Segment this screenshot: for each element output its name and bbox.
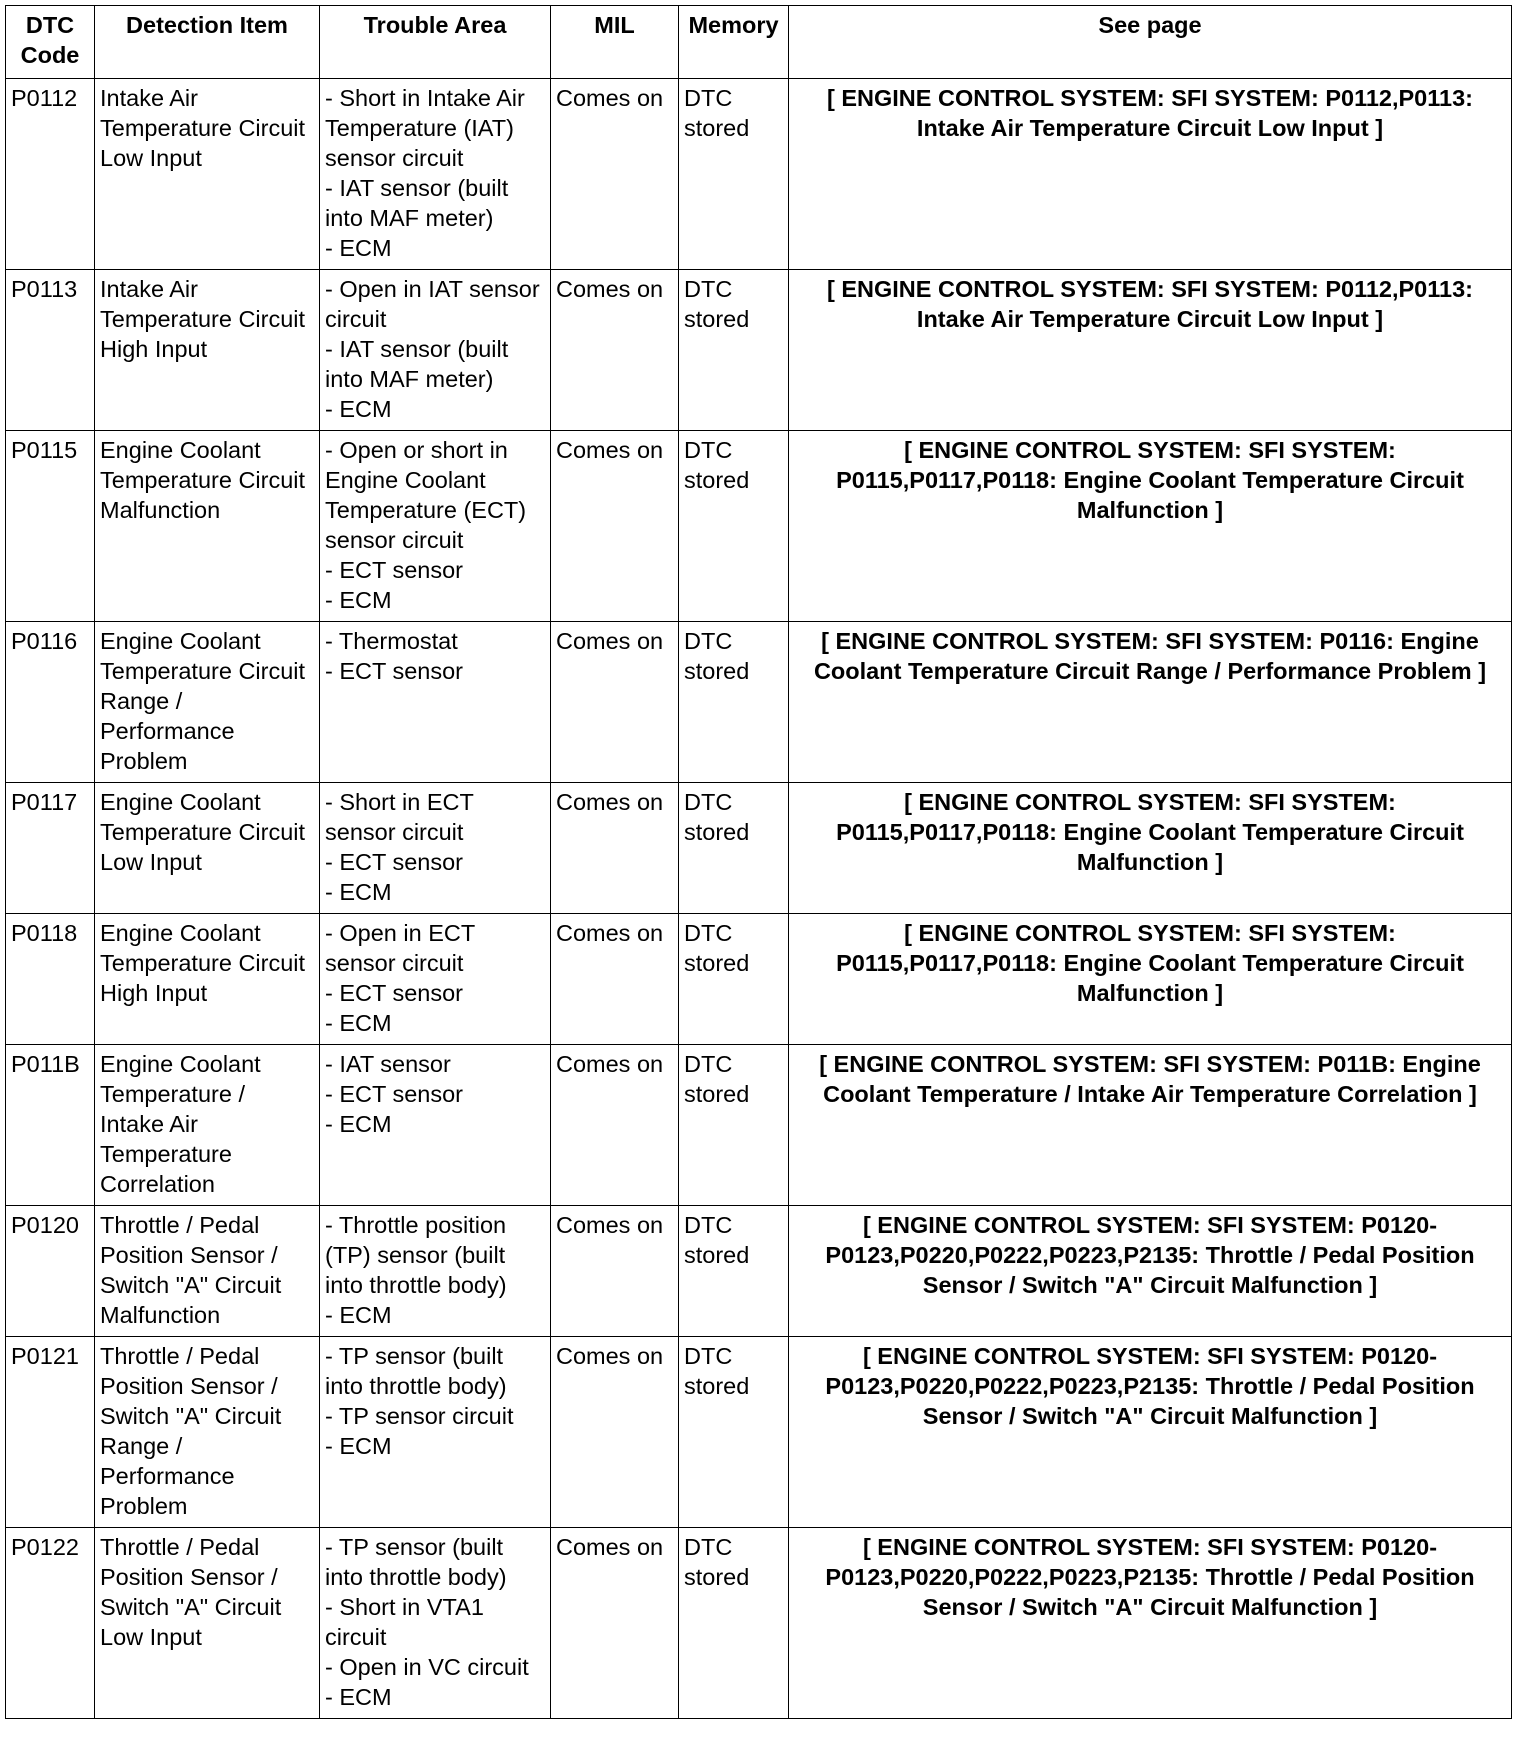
table-row <box>6 1045 1512 1206</box>
dtc-code-cell: P0120 <box>6 1206 95 1337</box>
header-mil: MIL <box>551 6 679 79</box>
trouble-area-cell <box>320 1528 551 1719</box>
detection-item-cell: Throttle / Pedal Position Sensor / Switch "A" Circuit Range / Performance Problem <box>95 1337 320 1528</box>
memory-cell: DTC stored <box>679 783 789 914</box>
trouble-area-line: - ECM <box>325 1010 392 1036</box>
mil-cell: Comes on <box>551 1528 679 1719</box>
dtc-table <box>5 5 1512 1719</box>
trouble-area-line: - Open in IAT sensor circuit <box>325 276 540 332</box>
trouble-area-line: - IAT sensor (built into MAF meter) <box>325 336 509 392</box>
mil-cell: Comes on <box>551 914 679 1045</box>
trouble-area-cell <box>320 270 551 431</box>
detection-item-cell: Engine Coolant Temperature Circuit Low Input <box>95 783 320 914</box>
memory-cell: DTC stored <box>679 1337 789 1528</box>
trouble-area-line: - Open in VC circuit <box>325 1654 529 1680</box>
dtc-code-cell: P0113 <box>6 270 95 431</box>
see-page-link[interactable]: [ ENGINE CONTROL SYSTEM: SFI SYSTEM: P0120-P0123,P0220,P0222,P0223,P2135: Throttle / Pedal Position Sensor / Switch "A" Circuit Malfunction ] <box>789 1206 1512 1337</box>
table-row <box>6 79 1512 270</box>
trouble-area-cell <box>320 1337 551 1528</box>
detection-item-cell: Engine Coolant Temperature Circuit Range / Performance Problem <box>95 622 320 783</box>
memory-cell: DTC stored <box>679 270 789 431</box>
trouble-area-cell <box>320 1045 551 1206</box>
memory-cell: DTC stored <box>679 914 789 1045</box>
detection-item-cell: Throttle / Pedal Position Sensor / Switch "A" Circuit Malfunction <box>95 1206 320 1337</box>
table-row <box>6 1337 1512 1528</box>
trouble-area-cell <box>320 1206 551 1337</box>
header-see-page: See page <box>789 6 1512 79</box>
trouble-area-line: - Open in ECT sensor circuit <box>325 920 475 976</box>
trouble-area-line: - Thermostat <box>325 628 458 654</box>
trouble-area-cell <box>320 79 551 270</box>
table-row <box>6 783 1512 914</box>
dtc-code-cell: P0115 <box>6 431 95 622</box>
see-page-link[interactable]: [ ENGINE CONTROL SYSTEM: SFI SYSTEM: P0112,P0113: Intake Air Temperature Circuit Low Input ] <box>789 79 1512 270</box>
memory-cell: DTC stored <box>679 622 789 783</box>
trouble-area-line: - Short in VTA1 circuit <box>325 1594 484 1650</box>
memory-cell: DTC stored <box>679 1206 789 1337</box>
trouble-area-line: - Short in ECT sensor circuit <box>325 789 474 845</box>
dtc-code-cell: P0121 <box>6 1337 95 1528</box>
mil-cell: Comes on <box>551 1045 679 1206</box>
table-row <box>6 431 1512 622</box>
memory-cell: DTC stored <box>679 79 789 270</box>
trouble-area-line: - ECM <box>325 1684 392 1710</box>
dtc-code-cell: P0118 <box>6 914 95 1045</box>
trouble-area-cell <box>320 622 551 783</box>
table-row <box>6 622 1512 783</box>
table-body <box>6 79 1512 1719</box>
trouble-area-line: - ECT sensor <box>325 1081 463 1107</box>
mil-cell: Comes on <box>551 431 679 622</box>
header-memory: Memory <box>679 6 789 79</box>
trouble-area-line: - ECT sensor <box>325 849 463 875</box>
trouble-area-line: - ECM <box>325 587 392 613</box>
trouble-area-line: - Short in Intake Air Temperature (IAT) sensor circuit <box>325 85 525 171</box>
trouble-area-line: - ECT sensor <box>325 557 463 583</box>
trouble-area-line: - IAT sensor <box>325 1051 451 1077</box>
trouble-area-cell <box>320 431 551 622</box>
mil-cell: Comes on <box>551 79 679 270</box>
see-page-link[interactable]: [ ENGINE CONTROL SYSTEM: SFI SYSTEM: P0116: Engine Coolant Temperature Circuit Range / Performance Problem ] <box>789 622 1512 783</box>
see-page-link[interactable]: [ ENGINE CONTROL SYSTEM: SFI SYSTEM: P0112,P0113: Intake Air Temperature Circuit Low Input ] <box>789 270 1512 431</box>
trouble-area-line: - Throttle position (TP) sensor (built into throttle body) <box>325 1212 507 1298</box>
trouble-area-line: - Open or short in Engine Coolant Temperature (ECT) sensor circuit <box>325 437 527 553</box>
detection-item-cell: Engine Coolant Temperature Circuit Malfunction <box>95 431 320 622</box>
trouble-area-line: - ECM <box>325 396 392 422</box>
see-page-link[interactable]: [ ENGINE CONTROL SYSTEM: SFI SYSTEM: P0120-P0123,P0220,P0222,P0223,P2135: Throttle / Pedal Position Sensor / Switch "A" Circuit Malfunction ] <box>789 1528 1512 1719</box>
trouble-area-line: - ECT sensor <box>325 658 463 684</box>
mil-cell: Comes on <box>551 270 679 431</box>
trouble-area-line: - ECM <box>325 879 392 905</box>
memory-cell: DTC stored <box>679 1528 789 1719</box>
memory-cell: DTC stored <box>679 1045 789 1206</box>
dtc-code-cell: P0117 <box>6 783 95 914</box>
trouble-area-line: - IAT sensor (built into MAF meter) <box>325 175 509 231</box>
see-page-link[interactable]: [ ENGINE CONTROL SYSTEM: SFI SYSTEM: P0120-P0123,P0220,P0222,P0223,P2135: Throttle / Pedal Position Sensor / Switch "A" Circuit Malfunction ] <box>789 1337 1512 1528</box>
detection-item-cell: Intake Air Temperature Circuit High Input <box>95 270 320 431</box>
table-row <box>6 1528 1512 1719</box>
see-page-link[interactable]: [ ENGINE CONTROL SYSTEM: SFI SYSTEM: P011B: Engine Coolant Temperature / Intake Air Temperature Correlation ] <box>789 1045 1512 1206</box>
trouble-area-line: - ECM <box>325 235 392 261</box>
mil-cell: Comes on <box>551 783 679 914</box>
see-page-link[interactable]: [ ENGINE CONTROL SYSTEM: SFI SYSTEM: P0115,P0117,P0118: Engine Coolant Temperature Circuit Malfunction ] <box>789 431 1512 622</box>
trouble-area-line: - TP sensor (built into throttle body) <box>325 1534 507 1590</box>
trouble-area-cell <box>320 914 551 1045</box>
dtc-code-cell: P0116 <box>6 622 95 783</box>
mil-cell: Comes on <box>551 1206 679 1337</box>
detection-item-cell: Engine Coolant Temperature / Intake Air Temperature Correlation <box>95 1045 320 1206</box>
detection-item-cell: Engine Coolant Temperature Circuit High Input <box>95 914 320 1045</box>
trouble-area-line: - ECM <box>325 1433 392 1459</box>
mil-cell: Comes on <box>551 622 679 783</box>
see-page-link[interactable]: [ ENGINE CONTROL SYSTEM: SFI SYSTEM: P0115,P0117,P0118: Engine Coolant Temperature Circuit Malfunction ] <box>789 783 1512 914</box>
trouble-area-cell <box>320 783 551 914</box>
header-dtc-code: DTC Code <box>6 6 95 79</box>
see-page-link[interactable]: [ ENGINE CONTROL SYSTEM: SFI SYSTEM: P0115,P0117,P0118: Engine Coolant Temperature Circuit Malfunction ] <box>789 914 1512 1045</box>
header-detection-item: Detection Item <box>95 6 320 79</box>
trouble-area-line: - ECM <box>325 1302 392 1328</box>
trouble-area-line: - ECT sensor <box>325 980 463 1006</box>
dtc-code-cell: P0112 <box>6 79 95 270</box>
dtc-code-cell: P0122 <box>6 1528 95 1719</box>
trouble-area-line: - TP sensor (built into throttle body) <box>325 1343 507 1399</box>
memory-cell: DTC stored <box>679 431 789 622</box>
mil-cell: Comes on <box>551 1337 679 1528</box>
trouble-area-line: - ECM <box>325 1111 392 1137</box>
detection-item-cell: Throttle / Pedal Position Sensor / Switch "A" Circuit Low Input <box>95 1528 320 1719</box>
detection-item-cell: Intake Air Temperature Circuit Low Input <box>95 79 320 270</box>
table-row <box>6 270 1512 431</box>
table-row <box>6 914 1512 1045</box>
header-trouble-area: Trouble Area <box>320 6 551 79</box>
trouble-area-line: - TP sensor circuit <box>325 1403 514 1429</box>
table-row <box>6 1206 1512 1337</box>
dtc-code-cell: P011B <box>6 1045 95 1206</box>
table-header-row <box>6 6 1512 79</box>
